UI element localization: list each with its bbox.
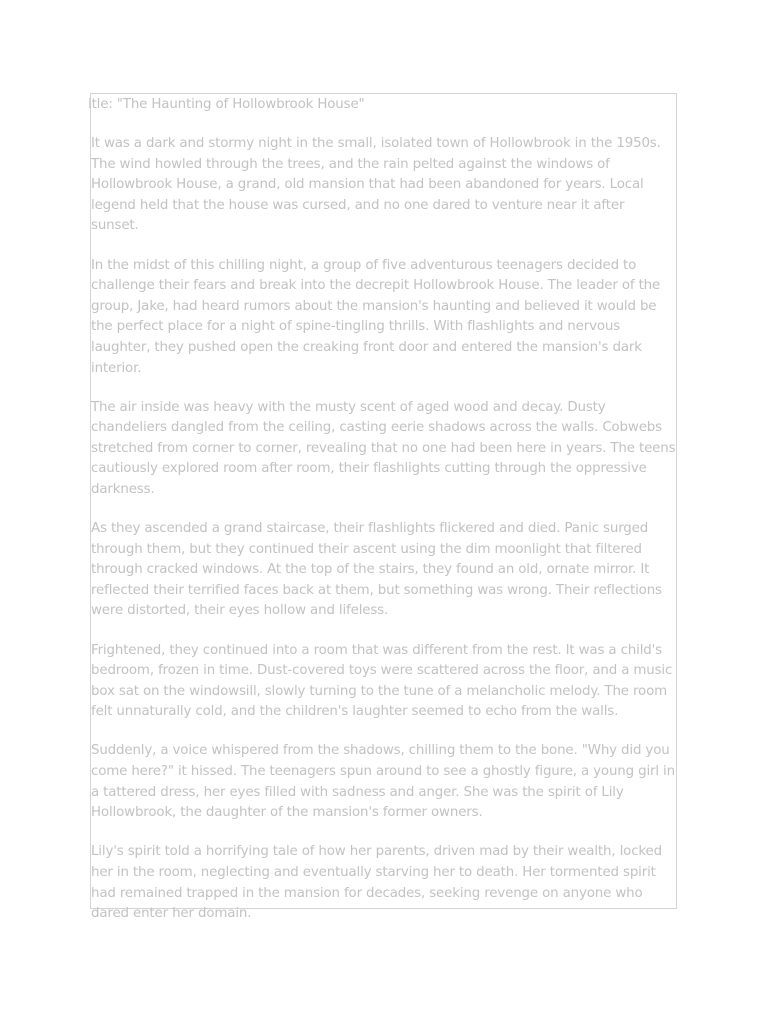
story-paragraph-6: Suddenly, a voice whispered from the shadows, chilling them to the bone. "Why did you come here?" it hissed. The teenagers spun around to see a ghostly figure, a young girl in a tattered dress, her eyes filled with sadness and anger. She was the spirit of Lily Hollowbrook, the daughter of the mansion's former owners.: [91, 743, 675, 821]
story-paragraph-3: The air inside was heavy with the musty scent of aged wood and decay. Dusty chandeliers dangled from the ceiling, casting eerie shadows across the walls. Cobwebs stretched from corner to corner, revealing that no one had been here in years. The teens cautiously explored room after room, their flashlights cutting through the oppressive darkness.: [91, 399, 676, 497]
story-text-box: [88, 93, 677, 922]
story-paragraph-5: Frightened, they continued into a room that was different from the rest. It was a child's bedroom, frozen in time. Dust-covered toys were scattered across the floor, and a music box sat on the windowsill, slowly turning to the tune of a melancholic melody. The room felt unnaturally cold, and the children's laughter seemed to echo from the walls.: [91, 642, 673, 720]
story-title: itle: "The Haunting of Hollowbrook House": [88, 97, 365, 112]
story-paragraph-7: Lily's spirit told a horrifying tale of how her parents, driven mad by their wealth, locked her in the room, neglecting and eventually starving her to death. Her tormented spirit had remained trapped in the mansion for decades, seeking revenge on anyone who dared enter her domain.: [91, 844, 662, 922]
story-paragraph-2: In the midst of this chilling night, a group of five adventurous teenagers decided to challenge their fears and break into the decrepit Hollowbrook House. The leader of the group, Jake, had heard rumors about the mansion's haunting and believed it would be the perfect place for a night of spine-tingling thrills. With flashlights and nervous laughter, they pushed open the creaking front door and entered the mansion's dark interior.: [91, 257, 661, 376]
story-paragraph-1: It was a dark and stormy night in the small, isolated town of Hollowbrook in the 1950s. The wind howled through the trees, and the rain pelted against the windows of Hollowbrook House, a grand, old mansion that had been abandoned for years. Local legend held that the house was cursed, and no one dared to venture near it after sunset.: [91, 136, 661, 234]
story-paragraph-4: As they ascended a grand staircase, their flashlights flickered and died. Panic surged through them, but they continued their ascent using the dim moonlight that filtered through cracked windows. At the top of the stairs, they found an old, ornate mirror. It reflected their terrified faces back at them, but something was wrong. Their reflections were distorted, their eyes hollow and lifeless.: [91, 521, 662, 619]
